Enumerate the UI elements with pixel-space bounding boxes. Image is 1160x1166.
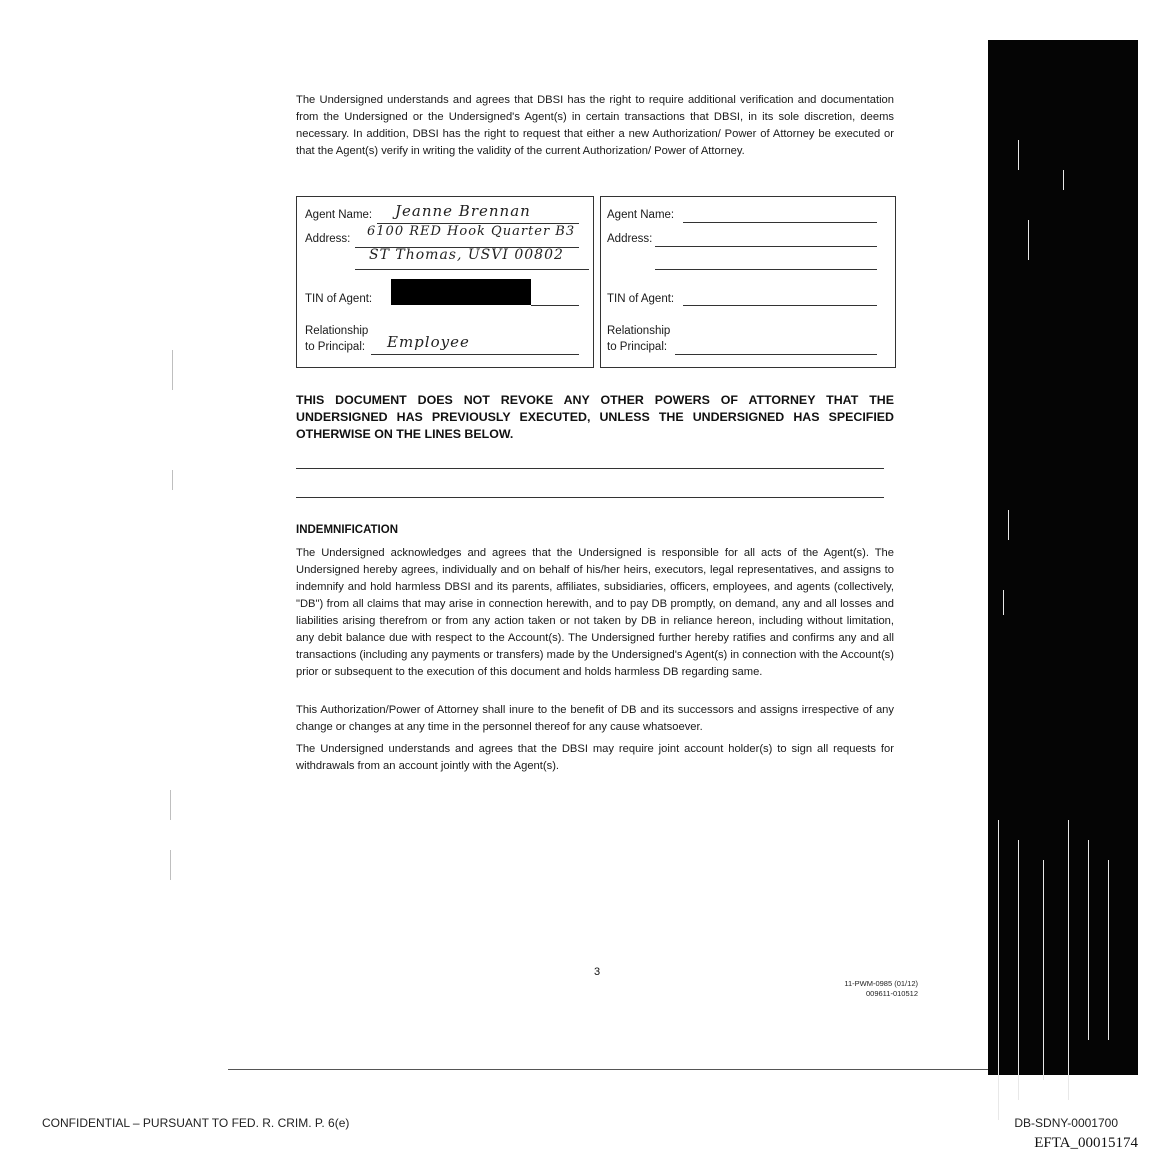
agent-name-label: Agent Name: xyxy=(305,209,373,221)
indemnification-paragraph-1: The Undersigned acknowledges and agrees that the Undersigned is responsible for all acts of the Agent(s). The Undersigned hereby agrees, individually and on behalf of his/her heirs, executors, legal representatives, and assigns to indemnify and hold harmless DBSI and its parents, affiliates, subsidiaries, officers, employees, and agents (collectively, "DB") from all claims that may arise in connection herewith, and to pay DB promptly, on demand, any and all losses and liabilities arising therefrom or from any action taken or not taken by DB in reliance hereon, including without limitation, any debit balance due with respect to the Account(s). The Undersigned further hereby ratifies and confirms any and all transactions (including any payments or transfers) made by the Undersigned's Agent(s) in connection with the Account(s) prior or subsequent to the execution of this document and holds harmless DB regarding same. xyxy=(296,547,894,678)
revocation-notice: THIS DOCUMENT DOES NOT REVOKE ANY OTHER POWERS OF ATTORNEY THAT THE UNDERSIGNED HAS PREVIOUSLY EXECUTED, UNLESS THE UNDERSIGNED HAS SPECIFIED OTHERWISE ON THE LINES BELOW. xyxy=(296,393,894,441)
specification-line-1 xyxy=(296,468,884,469)
agent-box-left xyxy=(296,196,594,368)
footer-bates: DB-SDNY-0001700 xyxy=(1014,1116,1118,1130)
specification-line-2 xyxy=(296,497,884,498)
indemnification-paragraph-3: The Undersigned understands and agrees that the DBSI may require joint account holder(s) to sign all requests for withdrawals from an account jointly with the Agent(s). xyxy=(296,743,894,772)
tin-redaction xyxy=(391,279,531,305)
address-line1-handwritten: 6100 RED Hook Quarter B3 xyxy=(367,224,576,239)
form-code-1: 11-PWM-0985 (01/12) xyxy=(844,979,918,988)
scan-artifact xyxy=(170,850,171,880)
relationship-label-2: to Principal: xyxy=(607,341,668,353)
indemnification-heading: INDEMNIFICATION xyxy=(296,524,399,536)
agent-box-right xyxy=(600,196,896,368)
agent-name-label: Agent Name: xyxy=(607,209,675,221)
tin-label: TIN of Agent: xyxy=(305,293,373,305)
scan-bottom-edge xyxy=(228,1069,988,1070)
address-label: Address: xyxy=(607,233,653,245)
indemnification-paragraph-2: This Authorization/Power of Attorney shall inure to the benefit of DB and its successors and assigns irrespective of any change or changes at any time in the personnel thereof for any cause whatsoever. xyxy=(296,704,894,733)
relationship-handwritten: Employee xyxy=(387,333,470,351)
tin-label: TIN of Agent: xyxy=(607,293,675,305)
relationship-label-1: Relationship xyxy=(607,325,671,337)
relationship-label-2: to Principal: xyxy=(305,341,366,353)
form-code-2: 009611-010512 xyxy=(866,989,918,998)
agent-name-handwritten: Jeanne Brennan xyxy=(395,202,531,220)
page-number: 3 xyxy=(594,966,601,978)
scan-artifact xyxy=(172,470,173,490)
footer-efta: EFTA_00015174 xyxy=(1034,1135,1138,1151)
relationship-label-1: Relationship xyxy=(305,325,369,337)
footer-confidential: CONFIDENTIAL – PURSUANT TO FED. R. CRIM. P. 6(e) xyxy=(42,1116,350,1130)
intro-paragraph: The Undersigned understands and agrees that DBSI has the right to require additional verification and documentation from the Undersigned or the Undersigned's Agent(s) in certain transactions that DBSI, in its sole discretion, deems necessary. In addition, DBSI has the right to request that either a new Authorization/ Power of Attorney be executed or that the Agent(s) verify in writing the validity of the current Authorization/ Power of Attorney. xyxy=(296,94,894,157)
scan-artifact xyxy=(170,790,171,820)
scan-artifact xyxy=(172,350,173,390)
scan-black-border xyxy=(988,40,1138,1075)
address-line2-handwritten: ST Thomas, USVI 00802 xyxy=(369,247,564,263)
address-label: Address: xyxy=(305,233,351,245)
